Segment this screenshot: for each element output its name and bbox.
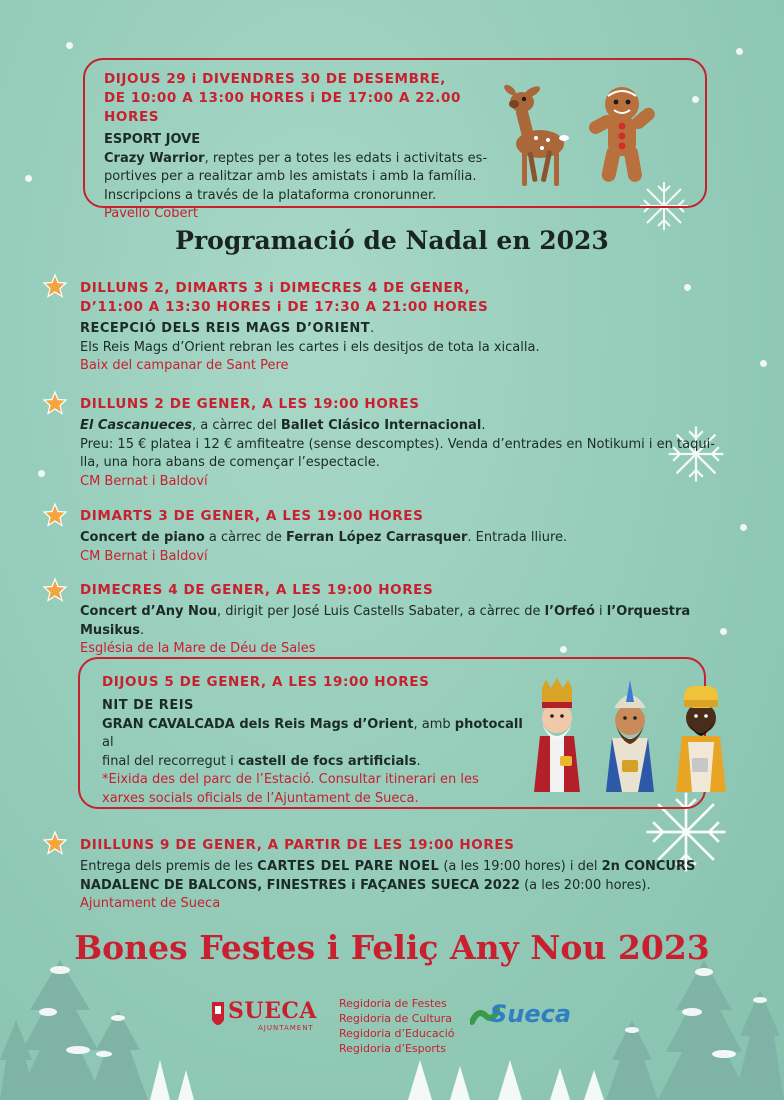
pine-trees-left-illustration [0,950,200,1100]
event2-content [80,395,720,491]
event4-place: Església de la Mare de Déu de Sales [80,641,316,656]
sponsor-item: Regidoria d’Educació [339,1027,455,1040]
event2-line3: lla, una hora abans de començar l’espectacle. [80,455,380,470]
event6-text-c: (a les 20:00 hores). [519,877,651,893]
event4-content [80,581,740,659]
snow-dot [66,42,73,49]
event5-note2: xarxes socials oficials de l’Ajuntament de Sueca. [102,790,419,806]
star-icon [42,390,68,416]
sponsors-list [339,996,455,1056]
event6-text-b: (a les 19:00 hores) i del [439,859,602,874]
star-icon [42,273,68,299]
event0-content [104,70,504,224]
snow-dot [740,524,747,531]
event5-text2-a: final del recorregut i [102,753,238,769]
event6-date: DIILLUNS 9 DE GENER, A PARTIR DE LES 19:00 HORES [80,837,515,853]
event0-date-line1: DIJOUS 29 i DIVENDRES 30 DE DESEMBRE, [104,71,447,87]
event5-content [102,673,532,808]
event2-line2: Preu: 15 € platea i 12 € amfiteatre (sense descomptes). Venda d’entrades en Notikumi i en taqui- [80,436,715,452]
event6-text-a: Entrega dels premis de les [80,859,258,874]
three-kings-illustration [526,672,736,794]
star-icon [42,830,68,856]
event2-date: DILLUNS 2 DE GENER, A LES 19:00 HORES [80,396,420,412]
sueca-brand-logo [470,996,582,1036]
event3-line1 [80,529,720,548]
sponsor-item: Regidoria d’Esports [339,1042,446,1055]
event5-bold2: photocall [454,716,523,732]
event0-place: Pavelló Cobert [104,206,198,221]
event4-bold3: l’Orquestra Musikus [80,604,691,638]
sponsor-item: Regidoria de Festes [339,997,447,1010]
deer-illustration [496,80,580,192]
event2-place: CM Bernat i Baldoví [80,473,208,489]
event6-bold2: 2n CONCURS [601,859,696,874]
event1-heading-line [80,320,720,339]
event5-date: DIJOUS 5 DE GENER, A LES 19:00 HORES [102,674,430,690]
event5-text2-b: . [416,753,421,769]
event0-heading: ESPORT JOVE [104,132,201,147]
event0-bold: Crazy Warrior [104,150,205,166]
event1-heading: RECEPCIÓ DELS REIS MAGS D’ORIENT [80,321,371,336]
event2-text-a: , a càrrec del [191,418,281,433]
event4-line1 [80,603,740,640]
event5-bold1: GRAN CAVALCADA dels Reis Mags d’Orient [102,716,414,732]
event5-bold3: castell de focs artificials [237,753,417,769]
event1-date-line1: DILLUNS 2, DIMARTS 3 i DIMECRES 4 DE GENER, [80,280,471,296]
event1-date-line2: D’11:00 A 13:30 HORES i DE 17:30 A 21:00 HORES [80,299,489,315]
event1-place: Baix del campanar de Sant Pere [80,358,289,373]
event1-text: Els Reis Mags d’Orient rebran les cartes i els desitjos de tota la xicalla. [80,339,540,355]
event6-place: Ajuntament de Sueca [80,896,221,911]
event4-bold1: Concert d’Any Nou [80,604,218,619]
pine-trees-small-illustration [400,1060,600,1100]
event6-content [80,836,720,914]
event5-heading: NIT DE REIS [102,698,194,713]
star-icon [42,577,68,603]
event3-text-a: a càrrec de [204,530,286,545]
sueca-brand-text: Sueca [490,1000,572,1028]
event1-content [80,279,720,376]
event2-italic: El Cascanueces [80,418,192,433]
page-title: Programació de Nadal en 2023 [175,226,609,255]
event5-line1 [102,716,532,753]
snow-dot [760,360,767,367]
event4-date: DIMECRES 4 DE GENER, A LES 19:00 HORES [80,582,434,598]
event2-line1 [80,417,720,436]
event6-bold1: CARTES DEL PARE NOEL [257,859,440,874]
event4-text-b: i [594,604,607,619]
coat-of-arms-icon [210,1000,226,1030]
snow-dot [38,470,45,477]
sponsor-item: Regidoria de Cultura [339,1012,452,1025]
event0-text-line3: Inscripcions a través de la plataforma cronorunner. [104,187,437,203]
event4-bold2: l’Orfeó [544,604,595,619]
event3-bold2: Ferran López Carrasquer [285,530,468,545]
event5-text-b: al [102,735,114,750]
snow-dot [736,48,743,55]
event4-text-a: , dirigit per José Luis Castells Sabater, a càrrec de [217,604,545,619]
event3-date: DIMARTS 3 DE GENER, A LES 19:00 HORES [80,508,424,524]
sueca-ajuntament-logo [210,998,320,1038]
event0-date-line2: DE 10:00 A 13:00 HORES i DE 17:00 A 22.00 HORES [104,90,462,125]
event3-content [80,507,720,566]
event6-line2 [80,877,720,896]
event0-text1: , reptes per a totes les edats i activitats es- [204,150,488,166]
gingerbread-man-illustration [582,82,662,190]
event5-line2 [102,753,532,772]
event2-text-b: . [481,418,486,433]
event3-text-b: . Entrada lliure. [467,530,568,545]
event1-heading-end: . [370,321,375,336]
pine-trees-right-illustration [584,960,784,1100]
event5-note1: *Eixida des del parc de l’Estació. Consultar itinerari en les [102,772,479,787]
event0-text-line2: portives per a realitzar amb les amistats i amb la família. [104,169,477,184]
snow-dot [25,175,32,182]
sueca-logo-sub: AJUNTAMENT [258,1024,314,1032]
event3-bold1: Concert de piano [80,530,205,545]
event6-line1 [80,858,720,877]
event3-place: CM Bernat i Baldoví [80,548,208,564]
star-icon [42,502,68,528]
footer-greeting: Bones Festes i Feliç Any Nou 2023 [74,928,710,967]
sueca-logo-text: SUECA [228,998,317,1024]
event4-text-c: . [140,622,145,638]
event5-text-a: , amb [413,716,455,732]
event2-bold: Ballet Clásico Internacional [280,418,482,433]
event0-text-line1 [104,150,504,169]
event6-bold3: NADALENC DE BALCONS, FINESTRES i FAÇANES SUECA 2022 [80,877,520,893]
